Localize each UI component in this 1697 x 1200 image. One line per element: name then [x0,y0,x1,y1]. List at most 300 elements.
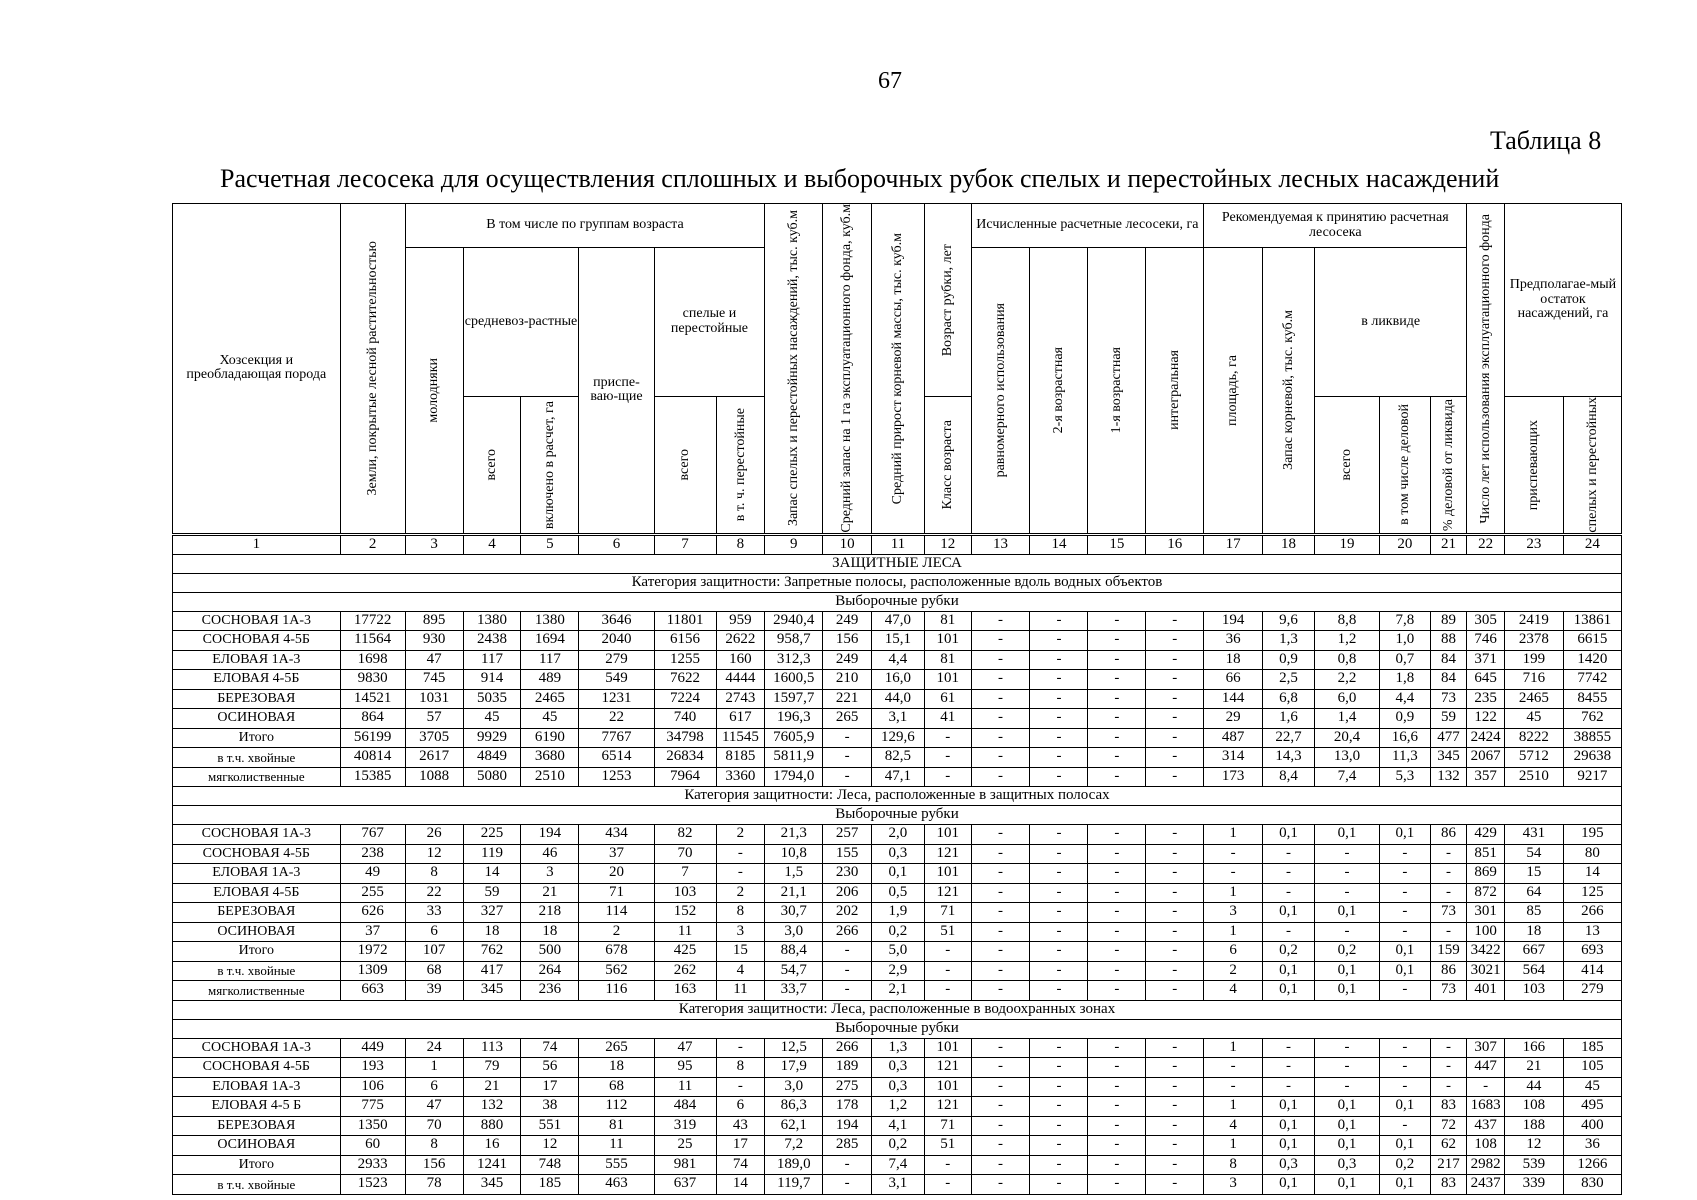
table-cell: 15385 [340,767,405,787]
table-cell: 249 [823,650,872,670]
table-cell: - [1263,1058,1315,1078]
table-cell: - [1030,1038,1088,1058]
table-cell: 107 [405,942,463,962]
table-cell: 5035 [463,689,521,709]
header-young [405,248,463,535]
table-row [173,883,1622,903]
table-cell: - [1088,631,1146,651]
header-liquid: в ликвиде [1314,248,1466,397]
column-number: 6 [579,534,654,554]
table-cell: 12 [1504,1136,1563,1156]
table-cell: 119 [463,844,521,864]
table-cell: - [1146,1077,1204,1097]
table-cell: 1 [1204,1038,1263,1058]
table-cell: 1,2 [872,1097,925,1117]
table-cell: 108 [1467,1136,1505,1156]
row-label: ЕЛОВАЯ 4-5Б [173,670,341,690]
table-cell: 3 [716,922,765,942]
table-cell: 425 [654,942,716,962]
table-cell: - [1088,1116,1146,1136]
header-middle-aged: средневоз-растные [463,248,579,397]
table-cell: 851 [1467,844,1505,864]
header-remain-mature-label: спелых и перестойных [1584,396,1600,533]
table-row [173,942,1622,962]
table-cell: - [1430,1058,1467,1078]
table-cell: 0,1 [1263,1175,1315,1195]
table-cell: 47,1 [872,767,925,787]
header-mature-total [654,396,716,534]
row-label: Итого [173,1155,341,1175]
table-cell: 371 [1467,650,1505,670]
table-cell: 539 [1504,1155,1563,1175]
table-cell: 6514 [579,748,654,768]
page-number: 67 [878,68,902,94]
table-cell: - [971,1058,1030,1078]
table-row [173,670,1622,690]
table-cell: 301 [1467,903,1505,923]
table-cell: - [1030,728,1088,748]
header-uniform-label: равномерного использования [992,303,1008,478]
row-label: в т.ч. хвойные [173,961,341,981]
table-cell: 11 [654,1077,716,1097]
table-cell: 2465 [521,689,579,709]
table-cell: 206 [823,883,872,903]
table-cell: 6156 [654,631,716,651]
table-cell: 4 [1204,981,1263,1001]
table-row [173,864,1622,884]
table-cell: - [1146,1116,1204,1136]
table-cell: - [1314,922,1379,942]
table-cell: 15 [716,942,765,962]
table-cell: - [1379,903,1430,923]
row-label: ОСИНОВАЯ [173,709,341,729]
table-cell: 487 [1204,728,1263,748]
table-row [173,728,1622,748]
table-cell: 189,0 [765,1155,823,1175]
table-cell: - [1088,903,1146,923]
table-row [173,689,1622,709]
table-cell: - [1088,961,1146,981]
table-cell: 22,7 [1263,728,1315,748]
table-cell: 264 [521,961,579,981]
header-age-class-label: Класс возраста [940,420,955,510]
header-business-label: в том числе деловой [1397,404,1413,526]
table-cell: 1523 [340,1175,405,1195]
table-row [173,981,1622,1001]
table-cell: - [823,981,872,1001]
table-cell: - [823,961,872,981]
table-cell: 745 [405,670,463,690]
table-cell: - [971,650,1030,670]
table-cell: 0,2 [1379,1155,1430,1175]
table-cell: - [1314,1058,1379,1078]
table-cell: 3 [1204,903,1263,923]
header-first-age [1088,248,1146,535]
table-cell: 0,1 [1263,1136,1315,1156]
table-cell: 235 [1467,689,1505,709]
table-cell: 195 [1563,825,1621,845]
row-label: в т.ч. хвойные [173,1175,341,1195]
table-cell: - [1379,883,1430,903]
table-cell: 86,3 [765,1097,823,1117]
table-cell: 0,1 [1263,825,1315,845]
header-cut-age-label: Возраст рубки, лет [940,243,955,357]
table-cell: 477 [1430,728,1467,748]
table-cell: - [924,1175,971,1195]
table-cell: 68 [405,961,463,981]
table-cell: 0,1 [1314,981,1379,1001]
column-number: 23 [1504,534,1563,554]
table-cell: 2622 [716,631,765,651]
header-overmature-label: в т. ч. перестойные [732,408,748,522]
table-cell: 6190 [521,728,579,748]
table-cell: 1600,5 [765,670,823,690]
table-cell: 1 [1204,922,1263,942]
table-cell: 62,1 [765,1116,823,1136]
table-cell: 25 [654,1136,716,1156]
table-cell: - [971,611,1030,631]
table-cell: 0,1 [1314,1136,1379,1156]
header-calculated: Исчисленные расчетные лесосеки, га [971,204,1204,248]
table-cell: 3705 [405,728,463,748]
table-cell: 210 [823,670,872,690]
table-cell: 101 [924,1038,971,1058]
header-avg-stock [823,204,872,535]
row-label: СОСНОВАЯ 4-5Б [173,631,341,651]
table-cell: - [1146,981,1204,1001]
table-cell: - [971,1136,1030,1156]
table-cell: - [716,1038,765,1058]
table-cell: 431 [1504,825,1563,845]
table-cell: 38 [521,1097,579,1117]
table-cell: 0,1 [1379,825,1430,845]
header-area [1204,248,1263,535]
table-cell: - [1030,1058,1088,1078]
table-cell: - [1146,748,1204,768]
table-cell: - [971,883,1030,903]
table-cell: - [1088,689,1146,709]
table-cell: 357 [1467,767,1505,787]
header-avg-stock-label: Средний запас на 1 га эксплуатационного фонда, куб.м [839,204,855,533]
table-cell: 101 [924,825,971,845]
table-cell: 914 [463,670,521,690]
header-integral [1146,248,1204,535]
table-cell: 79 [463,1058,521,1078]
table-cell: 0,9 [1379,709,1430,729]
header-integral-label: интегральная [1167,350,1183,431]
table-cell: 2465 [1504,689,1563,709]
table-cell: 12,5 [765,1038,823,1058]
table-cell: - [716,864,765,884]
table-cell: 7767 [579,728,654,748]
table-cell: 2067 [1467,748,1505,768]
table-cell: 1,3 [872,1038,925,1058]
table-cell: 1,8 [1379,670,1430,690]
table-cell: 429 [1467,825,1505,845]
table-cell: - [1030,670,1088,690]
table-cell: 0,1 [1379,961,1430,981]
table-cell: 345 [463,981,521,1001]
table-cell: 125 [1563,883,1621,903]
table-cell: 238 [340,844,405,864]
table-cell: - [971,1038,1030,1058]
table-cell: 22 [579,709,654,729]
table-cell: 305 [1467,611,1505,631]
header-avg-growth [872,204,925,535]
table-cell: 2510 [521,767,579,787]
table-cell: 73 [1430,903,1467,923]
table-cell: 36 [1204,631,1263,651]
table-cell: 285 [823,1136,872,1156]
table-cell: 194 [823,1116,872,1136]
table-cell: 279 [579,650,654,670]
column-number: 16 [1146,534,1204,554]
table-cell: 762 [463,942,521,962]
table-cell: - [971,689,1030,709]
table-cell: 414 [1563,961,1621,981]
table-row [173,767,1622,787]
header-uniform [971,248,1030,535]
table-cell: 767 [340,825,405,845]
table-cell: 1 [405,1058,463,1078]
table-cell: 2040 [579,631,654,651]
table-cell: 45 [1563,1077,1621,1097]
table-cell: - [1030,981,1088,1001]
table-cell: - [1379,1038,1430,1058]
table-cell: 8 [405,864,463,884]
table-row [173,1097,1622,1117]
table-cell: 4444 [716,670,765,690]
table-cell: 15 [1504,864,1563,884]
table-cell: - [716,1077,765,1097]
table-cell: 225 [463,825,521,845]
category-1-title: Категория защитности: Запретные полосы, расположенные вдоль водных объектов [173,573,1622,592]
table-cell: 14 [716,1175,765,1195]
table-cell: 7224 [654,689,716,709]
table-cell: 748 [521,1155,579,1175]
table-cell: 279 [1563,981,1621,1001]
table-cell: - [1146,942,1204,962]
table-cell: 156 [405,1155,463,1175]
table-cell: - [1314,1038,1379,1058]
table-cell: - [1146,864,1204,884]
table-cell: - [1314,844,1379,864]
table-cell: - [1146,767,1204,787]
column-number: 1 [173,534,341,554]
table-cell: 21 [521,883,579,903]
table-cell: 0,2 [1314,942,1379,962]
table-cell: - [1146,631,1204,651]
table-cell: 17,9 [765,1058,823,1078]
column-number: 19 [1314,534,1379,554]
table-cell: - [1088,728,1146,748]
table-cell: 2933 [340,1155,405,1175]
table-cell: 95 [654,1058,716,1078]
table-cell: - [1030,767,1088,787]
table-cell: 9830 [340,670,405,690]
table-cell: 46 [521,844,579,864]
row-label: в т.ч. хвойные [173,748,341,768]
table-cell: 196,3 [765,709,823,729]
table-cell: - [924,961,971,981]
table-cell: - [971,767,1030,787]
table-cell: 0,1 [1263,1116,1315,1136]
table-cell: 81 [924,611,971,631]
table-cell: 9929 [463,728,521,748]
table-cell: 43 [716,1116,765,1136]
table-cell: - [924,728,971,748]
table-cell: 71 [924,1116,971,1136]
table-cell: - [1146,883,1204,903]
table-cell: 83 [1430,1175,1467,1195]
table-cell: 11 [654,922,716,942]
table-cell: 73 [1430,981,1467,1001]
table-cell: 6 [716,1097,765,1117]
row-label: БЕРЕЗОВАЯ [173,1116,341,1136]
table-cell: 1 [1204,1136,1263,1156]
selective-cutting-1: Выборочные рубки [173,592,1622,611]
table-cell: 18 [463,922,521,942]
table-cell: 1380 [521,611,579,631]
table-cell: 1 [1204,825,1263,845]
header-middle-included-label: включено в расчет, га [542,400,558,529]
table-cell: 2,0 [872,825,925,845]
column-numbers-row [173,534,1622,554]
table-cell: 20,4 [1314,728,1379,748]
column-number: 7 [654,534,716,554]
table-cell: 1266 [1563,1155,1621,1175]
table-cell: 47 [405,650,463,670]
table-title: Расчетная лесосека для осуществления сплошных и выборочных рубок спелых и перестойных лесных насаждений [220,164,1500,193]
table-cell: 121 [924,844,971,864]
row-label: Итого [173,942,341,962]
table-cell: 29 [1204,709,1263,729]
table-row [173,748,1622,768]
table-cell: 45 [463,709,521,729]
table-cell: 163 [654,981,716,1001]
table-cell: 80 [1563,844,1621,864]
table-cell: 0,7 [1379,650,1430,670]
table-cell: - [1146,844,1204,864]
table-cell: 1255 [654,650,716,670]
table-cell: 1683 [1467,1097,1505,1117]
table-cell: 4849 [463,748,521,768]
table-cell: 9217 [1563,767,1621,787]
category-3-title: Категория защитности: Леса, расположенные в водоохранных зонах [173,1000,1622,1019]
table-cell: 49 [340,864,405,884]
header-liquid-total [1314,396,1379,534]
table-cell: 14,3 [1263,748,1315,768]
table-cell: 0,1 [1263,981,1315,1001]
table-row [173,1058,1622,1078]
table-cell: 4 [1204,1116,1263,1136]
table-cell: 37 [579,844,654,864]
table-cell: 1,6 [1263,709,1315,729]
table-cell: 119,7 [765,1175,823,1195]
table-cell: 30,7 [765,903,823,923]
row-label: ЕЛОВАЯ 4-5 Б [173,1097,341,1117]
table-cell: 1241 [463,1155,521,1175]
table-cell: 89 [1430,611,1467,631]
table-cell: 121 [924,883,971,903]
table-cell: 112 [579,1097,654,1117]
table-cell: - [1030,1116,1088,1136]
table-cell: - [1088,650,1146,670]
table-cell: 21,3 [765,825,823,845]
table-cell: 29638 [1563,748,1621,768]
table-cell: - [1030,631,1088,651]
table-cell: 59 [463,883,521,903]
table-cell: 314 [1204,748,1263,768]
table-cell: - [971,748,1030,768]
selective-cutting-2: Выборочные рубки [173,806,1622,825]
table-cell: 156 [823,631,872,651]
table-cell: 6 [1204,942,1263,962]
column-number: 5 [521,534,579,554]
table-cell: - [971,1175,1030,1195]
table-cell: 3360 [716,767,765,787]
table-cell: 1,5 [765,864,823,884]
header-forest-land [340,204,405,535]
table-cell: 59 [1430,709,1467,729]
table-cell: 71 [579,883,654,903]
table-cell: 33,7 [765,981,823,1001]
table-cell: - [1204,1077,1263,1097]
table-cell: 489 [521,670,579,690]
table-cell: 1,3 [1263,631,1315,651]
table-cell: 103 [1504,981,1563,1001]
table-cell: 74 [716,1155,765,1175]
table-cell: 14 [463,864,521,884]
table-cell: 1420 [1563,650,1621,670]
table-cell: 0,1 [1314,1097,1379,1117]
table-cell: - [971,825,1030,845]
table-cell: 0,1 [1263,961,1315,981]
table-cell: 11 [579,1136,654,1156]
table-cell: 7,4 [1314,767,1379,787]
header-liquid-total-label: всего [1339,449,1355,481]
table-cell: 0,1 [1263,1097,1315,1117]
header-maturing: приспе-ваю-щие [579,248,654,535]
table-cell: - [1263,883,1315,903]
table-cell: - [1088,1077,1146,1097]
table-cell: 0,1 [1379,1175,1430,1195]
table-cell: 20 [579,864,654,884]
category-2-title: Категория защитности: Леса, расположенные в защитных полосах [173,787,1622,806]
table-cell: 11545 [716,728,765,748]
section-protective-forests: ЗАЩИТНЫЕ ЛЕСА [173,554,1622,573]
table-cell: 82,5 [872,748,925,768]
table-cell: 68 [579,1077,654,1097]
table-cell: 484 [654,1097,716,1117]
column-number: 14 [1030,534,1088,554]
table-cell: - [1146,689,1204,709]
table-cell: 1231 [579,689,654,709]
table-cell: - [1146,1175,1204,1195]
table-cell: 266 [1563,903,1621,923]
table-cell: 21 [463,1077,521,1097]
table-cell: 2510 [1504,767,1563,787]
table-cell: 57 [405,709,463,729]
table-cell: 7964 [654,767,716,787]
table-cell: 24 [405,1038,463,1058]
table-row [173,922,1622,942]
table-cell: 4,4 [872,650,925,670]
table-cell: 16 [463,1136,521,1156]
table-cell: 17 [716,1136,765,1156]
table-cell: 61 [924,689,971,709]
table-cell: 70 [654,844,716,864]
